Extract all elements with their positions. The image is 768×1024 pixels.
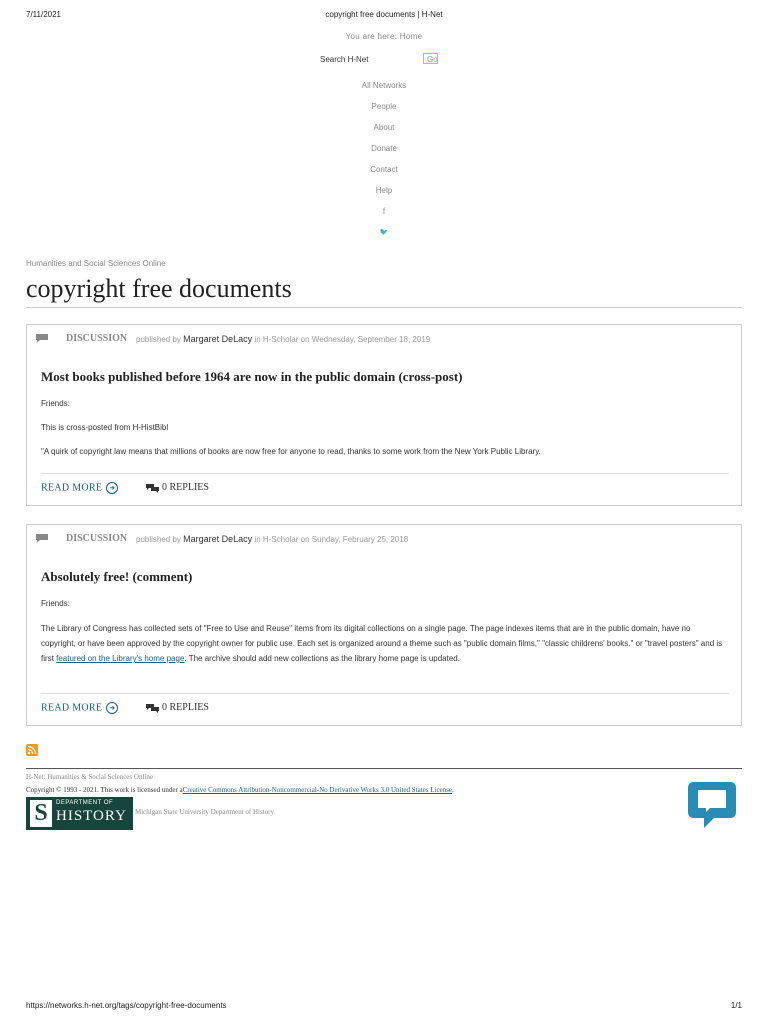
read-more-label: READ MORE [41, 702, 103, 714]
twitter-icon[interactable]: 🐦 [379, 229, 389, 236]
post-title[interactable]: Most books published before 1964 are now in the public domain (cross-post) [41, 369, 463, 384]
post-card [26, 324, 742, 506]
copyright-end: . [452, 786, 454, 794]
main-menu [0, 80, 768, 248]
post-actions [41, 702, 341, 716]
search-form [320, 53, 450, 67]
read-more-link[interactable] [41, 482, 118, 494]
title-divider [26, 307, 742, 308]
print-page-number: 1/1 [730, 1001, 742, 1010]
license-link[interactable]: Creative Commons Attribution-Noncommercial-No Derivative Works 3.0 United States License [182, 786, 452, 794]
comments-icon [146, 483, 160, 493]
post-venue: in H-Scholar on Sunday, February 25, 2018 [254, 535, 409, 544]
facebook-icon[interactable]: f [382, 206, 386, 216]
post-byline [136, 534, 408, 544]
arrow-right-icon: ➜ [106, 482, 118, 494]
arrow-right-icon: ➜ [106, 702, 118, 714]
post-card [26, 524, 742, 726]
post-author[interactable]: Margaret DeLacy [183, 334, 253, 344]
post-type: DISCUSSION [66, 533, 128, 544]
post-divider [41, 473, 729, 474]
msu-s-icon: S [30, 800, 52, 827]
print-title: copyright free documents | H-Net [325, 10, 443, 19]
menu-item-help[interactable]: Help [375, 186, 393, 195]
print-date: 7/11/2021 [26, 10, 61, 19]
post-title[interactable]: Absolutely free! (comment) [41, 569, 193, 584]
page-title: copyright free documents [26, 274, 292, 303]
post-divider [41, 693, 729, 694]
comment-icon [35, 533, 49, 543]
copyright-text: Copyright © 1993 - 2021. This work is licensed under a [26, 786, 183, 794]
post-actions [41, 482, 341, 496]
post-body-text: The Library of Congress has collected sets of "Free to Use and Reuse" items from its digital collections on a single page. The page indexes items that are in the public domain, have no copyright, or have been approved by the copyright owner for public use. Each set is organized around a theme such as "public domain films," "classic childrens' books." or "travel posters" and is first [41, 624, 723, 663]
read-more-link[interactable] [41, 702, 118, 714]
published-by-label: published by [136, 335, 181, 344]
post-paragraph: "A quirk of copyright law means that millions of books are now free for anyone to read, thanks to some work from the New York Public Library. [41, 447, 541, 456]
breadcrumb[interactable]: You are here: Home [345, 32, 423, 41]
post-meta [35, 333, 725, 347]
post-paragraph: Friends: [41, 599, 70, 608]
post-paragraph: This is cross-posted from H-HistBibl [41, 423, 169, 432]
copyright-notice [26, 786, 454, 794]
post-meta [35, 533, 725, 547]
msu-credit: Michigan State University Department of History [135, 808, 274, 816]
msu-logo-history: HISTORY [56, 808, 127, 824]
replies-label: 0 REPLIES [162, 702, 209, 713]
post-body-text: . The archive should add new collections as the library home page is updated. [184, 654, 460, 663]
post-paragraph: Friends: [41, 399, 70, 408]
post-venue: in H-Scholar on Wednesday, September 18, 2019 [254, 335, 431, 344]
replies-link[interactable] [146, 702, 209, 713]
menu-item-about[interactable]: About [373, 123, 395, 132]
footer-divider [26, 768, 742, 769]
published-by-label: published by [136, 535, 181, 544]
rss-icon[interactable] [26, 744, 38, 756]
menu-item-donate[interactable]: Donate [371, 144, 397, 153]
post-byline [136, 334, 430, 344]
menu-item-contact[interactable]: Contact [370, 165, 398, 174]
menu-item-people[interactable]: People [371, 102, 397, 111]
chat-icon[interactable] [684, 778, 740, 832]
msu-history-logo[interactable] [26, 797, 133, 830]
print-url: https://networks.h-net.org/tags/copyright-free-documents [26, 1001, 227, 1010]
post-type: DISCUSSION [66, 333, 128, 344]
comment-icon [35, 333, 49, 343]
site-name[interactable]: Humanities and Social Sciences Online [26, 259, 166, 268]
library-home-page-link[interactable]: featured on the Library's home page [56, 654, 185, 663]
menu-item-all-networks[interactable]: All Networks [361, 81, 407, 90]
search-label[interactable]: Search H-Net [320, 55, 369, 64]
read-more-label: READ MORE [41, 482, 103, 494]
replies-link[interactable] [146, 482, 209, 493]
footer-org: H-Net: Humanities & Social Sciences Online [26, 773, 153, 781]
msu-logo-dept: DEPARTMENT OF [56, 800, 114, 806]
post-author[interactable]: Margaret DeLacy [183, 534, 253, 544]
post-body [41, 621, 725, 666]
comments-icon [146, 703, 160, 713]
go-button[interactable]: Go [423, 53, 438, 64]
replies-label: 0 REPLIES [162, 482, 209, 493]
